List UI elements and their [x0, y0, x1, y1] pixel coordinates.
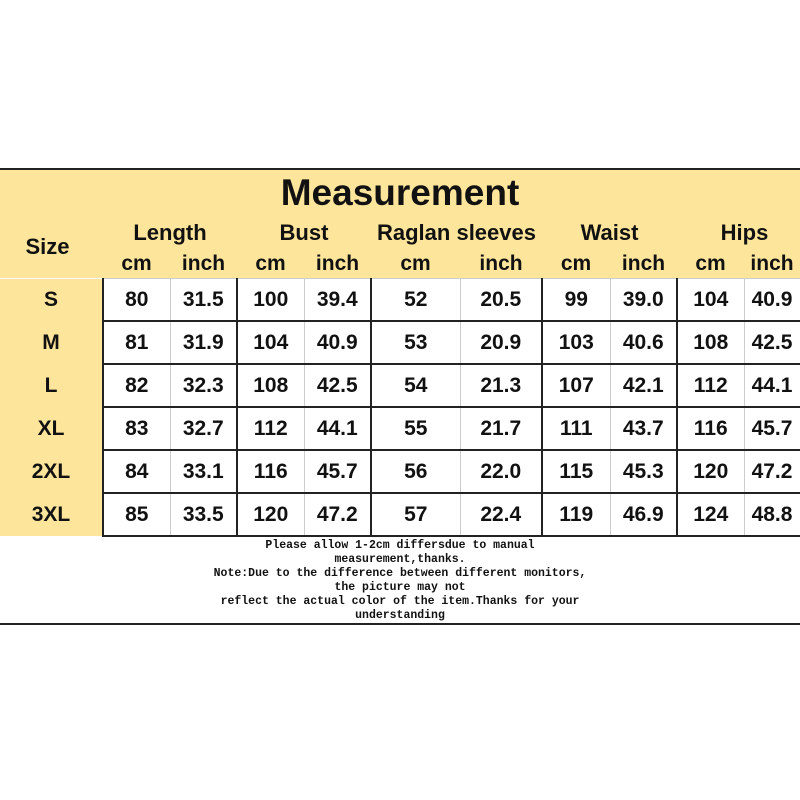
group-header: Bust	[279, 220, 329, 245]
value-cell: 52	[371, 279, 460, 322]
value-cell: 85	[103, 493, 170, 536]
unit-header: inch	[479, 252, 523, 275]
table-row	[0, 321, 800, 364]
value-cell: 40.9	[744, 279, 800, 322]
value-cell: 104	[677, 279, 744, 322]
value-cell: 33.1	[170, 450, 237, 493]
value-cell: 40.9	[304, 321, 371, 364]
value-cell: 115	[542, 450, 610, 493]
value-cell: 44.1	[744, 364, 800, 407]
value-cell: 111	[542, 407, 610, 450]
value-cell: 119	[542, 493, 610, 536]
note-line: Please allow 1-2cm differsdue to manual	[265, 539, 535, 552]
value-cell: 45.7	[304, 450, 371, 493]
value-cell: 56	[371, 450, 460, 493]
value-cell: 42.1	[610, 364, 677, 407]
value-cell: 116	[237, 450, 304, 493]
table-row	[0, 279, 800, 322]
value-cell: 33.5	[170, 493, 237, 536]
value-cell: 108	[677, 321, 744, 364]
value-cell: 31.9	[170, 321, 237, 364]
group-header: Hips	[720, 220, 769, 245]
unit-header: inch	[315, 252, 360, 275]
table-row	[0, 364, 800, 407]
unit-header: cm	[560, 252, 592, 275]
value-cell: 47.2	[304, 493, 371, 536]
value-cell: 22.0	[460, 450, 542, 493]
group-header: Waist	[580, 220, 639, 245]
value-cell: 80	[103, 279, 170, 322]
table-header	[0, 170, 800, 278]
chart-title: Measurement	[280, 172, 520, 213]
value-cell: 81	[103, 321, 170, 364]
value-cell: 57	[371, 493, 460, 536]
size-header: Size	[25, 234, 70, 259]
value-cell: 103	[542, 321, 610, 364]
unit-header: cm	[255, 252, 286, 275]
value-cell: 112	[677, 364, 744, 407]
value-cell: 107	[542, 364, 610, 407]
value-cell: 47.2	[744, 450, 800, 493]
group-header: Raglan sleeves	[377, 220, 536, 245]
note-line: measurement,thanks.	[334, 553, 466, 566]
value-cell: 82	[103, 364, 170, 407]
table-row	[0, 407, 800, 450]
unit-header: inch	[181, 252, 226, 275]
value-cell: 84	[103, 450, 170, 493]
unit-header: inch	[621, 252, 666, 275]
note-line: Note:Due to the difference between different monitors,	[213, 567, 587, 580]
value-cell: 53	[371, 321, 460, 364]
value-cell: 54	[371, 364, 460, 407]
value-cell: 116	[677, 407, 744, 450]
value-cell: 42.5	[744, 321, 800, 364]
note	[0, 537, 800, 623]
size-cell: S	[0, 279, 103, 322]
value-cell: 22.4	[460, 493, 542, 536]
value-cell: 43.7	[610, 407, 677, 450]
value-cell: 124	[677, 493, 744, 536]
group-header: Length	[133, 220, 207, 245]
size-cell: L	[0, 364, 103, 407]
value-cell: 32.3	[170, 364, 237, 407]
value-cell: 83	[103, 407, 170, 450]
table-row	[0, 493, 800, 536]
value-cell: 120	[237, 493, 304, 536]
value-cell: 45.7	[744, 407, 800, 450]
value-cell: 104	[237, 321, 304, 364]
value-cell: 21.7	[460, 407, 542, 450]
value-cell: 48.8	[744, 493, 800, 536]
value-cell: 31.5	[170, 279, 237, 322]
value-cell: 99	[542, 279, 610, 322]
value-cell: 32.7	[170, 407, 237, 450]
size-chart	[0, 168, 800, 625]
value-cell: 55	[371, 407, 460, 450]
unit-header: cm	[121, 252, 152, 275]
value-cell: 108	[237, 364, 304, 407]
size-cell: XL	[0, 407, 103, 450]
value-cell: 42.5	[304, 364, 371, 407]
value-cell: 100	[237, 279, 304, 322]
value-cell: 20.9	[460, 321, 542, 364]
size-cell: 2XL	[0, 450, 103, 493]
value-cell: 21.3	[460, 364, 542, 407]
unit-header: cm	[400, 252, 431, 275]
measurement-table	[0, 278, 800, 537]
size-cell: M	[0, 321, 103, 364]
value-cell: 112	[237, 407, 304, 450]
value-cell: 39.4	[304, 279, 371, 322]
value-cell: 120	[677, 450, 744, 493]
size-cell: 3XL	[0, 493, 103, 536]
value-cell: 44.1	[304, 407, 371, 450]
unit-header: cm	[695, 252, 726, 275]
note-line: reflect the actual color of the item.Thanks for your	[220, 595, 580, 608]
value-cell: 20.5	[460, 279, 542, 322]
value-cell: 46.9	[610, 493, 677, 536]
note-line: understanding	[355, 609, 445, 622]
value-cell: 39.0	[610, 279, 677, 322]
value-cell: 40.6	[610, 321, 677, 364]
unit-header: inch	[750, 252, 794, 275]
table-row	[0, 450, 800, 493]
value-cell: 45.3	[610, 450, 677, 493]
note-line: the picture may not	[334, 581, 466, 594]
